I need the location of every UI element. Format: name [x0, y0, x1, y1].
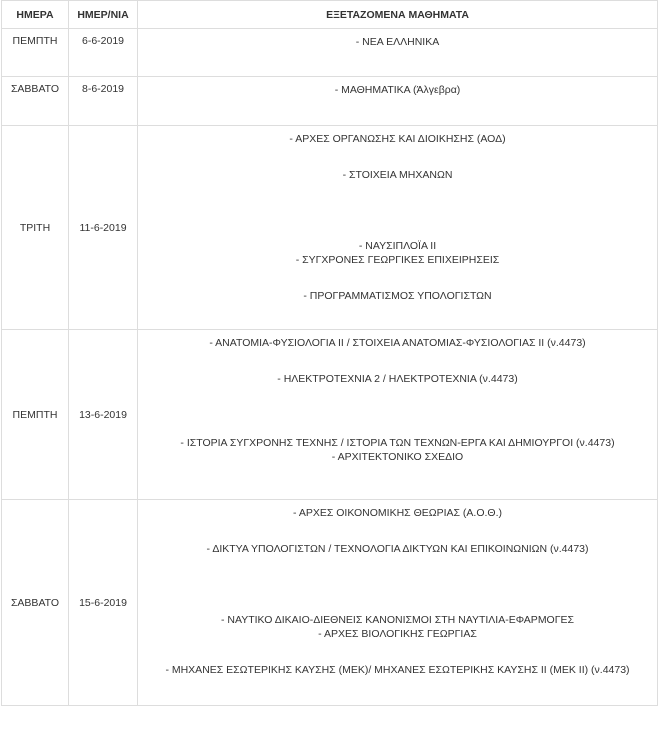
day-cell: ΣΑΒΒΑΤΟ [2, 500, 69, 706]
subjects-cell [138, 330, 658, 500]
subject-item: - ΜΗΧΑΝΕΣ ΕΣΩΤΕΡΙΚΗΣ ΚΑΥΣΗΣ (ΜΕΚ)/ ΜΗΧΑΝΕΣ ΕΣΩΤΕΡΙΚΗΣ ΚΑΥΣΗΣ ΙΙ (ΜΕΚ ΙΙ) (ν.4473) [165, 664, 630, 676]
date-cell: 11-6-2019 [69, 126, 138, 330]
subject-item: - ΑΡΧΕΣ ΟΙΚΟΝΟΜΙΚΗΣ ΘΕΩΡΙΑΣ (Α.Ο.Θ.) [292, 507, 503, 519]
subject-item: - ΔΙΚΤΥΑ ΥΠΟΛΟΓΙΣΤΩΝ / ΤΕΧΝΟΛΟΓΙΑ ΔΙΚΤΥΩΝ ΚΑΙ ΕΠΙΚΟΙΝΩΝΙΩΝ (ν.4473) [206, 543, 589, 555]
subject-item: - ΗΛΕΚΤΡΟΤΕΧΝΙΑ 2 / ΗΛΕΚΤΡΟΤΕΧΝΙΑ (ν.4473) [277, 373, 518, 385]
day-cell: ΠΕΜΠΤΗ [2, 29, 69, 77]
subjects-cell [138, 77, 658, 126]
subject-item: - ΣΥΓΧΡΟΝΕΣ ΓΕΩΡΓΙΚΕΣ ΕΠΙΧΕΙΡΗΣΕΙΣ [295, 254, 500, 266]
subject-item: - ΑΝΑΤΟΜΙΑ-ΦΥΣΙΟΛΟΓΙΑ ΙΙ / ΣΤΟΙΧΕΙΑ ΑΝΑΤΟΜΙΑΣ-ΦΥΣΙΟΛΟΓΙΑΣ ΙΙ (ν.4473) [209, 337, 586, 349]
subject-item: - ΑΡΧΕΣ ΟΡΓΑΝΩΣΗΣ ΚΑΙ ΔΙΟΙΚΗΣΗΣ (ΑΟΔ) [289, 133, 506, 145]
date-cell: 6-6-2019 [69, 29, 138, 77]
table-row [2, 330, 658, 500]
table-row [2, 29, 658, 77]
subjects-cell [138, 126, 658, 330]
header-date: ΗΜΕΡ/ΝΙΑ [69, 1, 138, 29]
header-day: ΗΜΕΡΑ [2, 1, 69, 29]
subjects-cell [138, 29, 658, 77]
day-cell: ΤΡΙΤΗ [2, 126, 69, 330]
subject-item: - ΑΡΧΙΤΕΚΤΟΝΙΚΟ ΣΧΕΔΙΟ [331, 451, 464, 463]
date-cell: 13-6-2019 [69, 330, 138, 500]
header-subjects: ΕΞΕΤΑΖΟΜΕΝΑ ΜΑΘΗΜΑΤΑ [138, 1, 658, 29]
day-cell: ΣΑΒΒΑΤΟ [2, 77, 69, 126]
table-row [2, 126, 658, 330]
subject-item: - ΝΑΥΤΙΚΟ ΔΙΚΑΙΟ-ΔΙΕΘΝΕΙΣ ΚΑΝΟΝΙΣΜΟΙ ΣΤΗ ΝΑΥΤΙΛΙΑ-ΕΦΑΡΜΟΓΕΣ [220, 614, 575, 626]
subject-item: - ΜΑΘΗΜΑΤΙΚΑ (Άλγεβρα) [334, 84, 461, 96]
subject-item: - ΝΑΥΣΙΠΛΟΪΑ ΙΙ [358, 240, 437, 252]
subject-item: - ΑΡΧΕΣ ΒΙΟΛΟΓΙΚΗΣ ΓΕΩΡΓΙΑΣ [318, 628, 477, 640]
exam-schedule-table [1, 0, 658, 706]
subject-item: - ΠΡΟΓΡΑΜΜΑΤΙΣΜΟΣ ΥΠΟΛΟΓΙΣΤΩΝ [303, 290, 492, 302]
subjects-cell [138, 500, 658, 706]
table-row [2, 500, 658, 706]
day-cell: ΠΕΜΠΤΗ [2, 330, 69, 500]
subject-item: - ΝΕΑ ΕΛΛΗΝΙΚΑ [355, 36, 440, 48]
date-cell: 15-6-2019 [69, 500, 138, 706]
subject-item: - ΣΤΟΙΧΕΙΑ ΜΗΧΑΝΩΝ [342, 169, 453, 181]
table-row [2, 77, 658, 126]
date-cell: 8-6-2019 [69, 77, 138, 126]
subject-item: - ΙΣΤΟΡΙΑ ΣΥΓΧΡΟΝΗΣ ΤΕΧΝΗΣ / ΙΣΤΟΡΙΑ ΤΩΝ ΤΕΧΝΩΝ-ΕΡΓΑ ΚΑΙ ΔΗΜΙΟΥΡΓΟΙ (ν.4473) [180, 437, 615, 449]
header-row [2, 1, 658, 29]
